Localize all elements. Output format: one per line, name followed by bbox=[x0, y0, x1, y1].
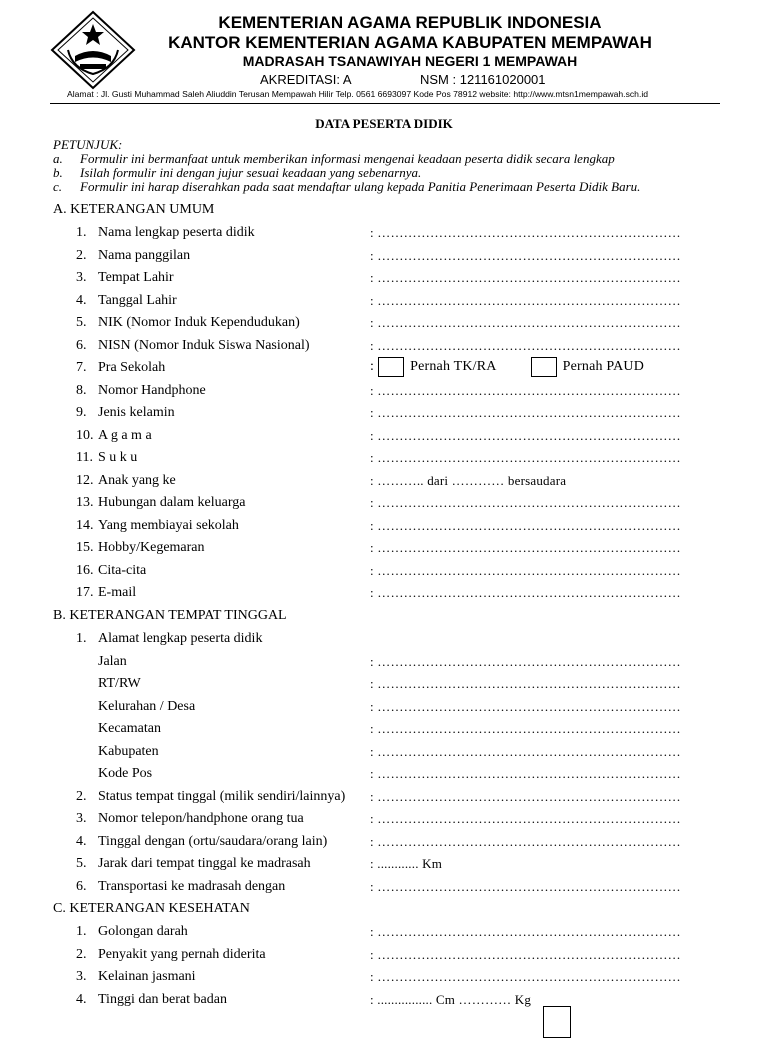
instruction-text: Isilah formulir ini dengan jujur sesuai keadaan yang sebenarnya. bbox=[80, 165, 422, 180]
item-number: 10. bbox=[76, 427, 94, 443]
fill-line[interactable]: : …………………………………………………………… bbox=[370, 337, 681, 353]
field-label: Hubungan dalam keluarga bbox=[98, 495, 246, 510]
fill-line[interactable]: : …………………………………………………………… bbox=[370, 833, 681, 849]
address-row bbox=[0, 654, 768, 676]
address-row bbox=[0, 744, 768, 766]
office-name: KANTOR KEMENTERIAN AGAMA KABUPATEN MEMPAWAH bbox=[168, 33, 652, 52]
field-label: Hobby/Kegemaran bbox=[98, 540, 205, 555]
field-label: Status tempat tinggal (milik sendiri/lainnya) bbox=[98, 788, 346, 804]
form-row bbox=[0, 631, 768, 653]
item-number: 6. bbox=[76, 337, 87, 353]
address-row bbox=[0, 766, 768, 788]
form-row bbox=[0, 225, 768, 247]
item-number: 7. bbox=[76, 360, 87, 375]
fill-line[interactable]: : …………………………………………………………… bbox=[370, 427, 681, 443]
fill-line[interactable]: : …………………………………………………………… bbox=[370, 247, 681, 263]
section-c-title: C. KETERANGAN KESEHATAN bbox=[53, 901, 250, 916]
fill-line[interactable]: : …………………………………………………………… bbox=[370, 946, 681, 962]
form-row bbox=[0, 947, 768, 969]
fill-line[interactable]: : …………………………………………………………… bbox=[370, 517, 681, 533]
option-label: Pernah TK/RA bbox=[410, 359, 497, 375]
item-number: 8. bbox=[76, 382, 87, 398]
colon: : bbox=[370, 359, 375, 375]
ministry-name: KEMENTERIAN AGAMA REPUBLIK INDONESIA bbox=[218, 13, 602, 32]
item-number: 3. bbox=[76, 270, 87, 285]
item-number: 4. bbox=[76, 991, 87, 1007]
field-label: Kecamatan bbox=[98, 721, 161, 736]
form-row bbox=[0, 585, 768, 607]
fill-line[interactable]: : …………………………………………………………… bbox=[370, 811, 681, 826]
form-row bbox=[0, 360, 768, 382]
fill-line[interactable]: : …………………………………………………………… bbox=[370, 698, 681, 714]
fill-line[interactable]: : …………………………………………………………… bbox=[370, 766, 681, 781]
fill-line[interactable]: : …………………………………………………………… bbox=[370, 315, 681, 330]
fill-line[interactable]: : …………………………………………………………… bbox=[370, 562, 681, 578]
field-label: Kelurahan / Desa bbox=[98, 698, 196, 714]
fill-line[interactable]: : …………………………………………………………… bbox=[370, 721, 681, 736]
fill-line[interactable]: : ……….. dari ………… bersaudara bbox=[370, 472, 567, 488]
fill-line[interactable]: : …………………………………………………………… bbox=[370, 382, 681, 398]
fill-line[interactable]: : …………………………………………………………… bbox=[370, 450, 681, 465]
school-address: Alamat : Jl. Gusti Muhammad Saleh Aliuddin Terusan Mempawah Hilir Telp. 0561 6693097 Kode Pos 78912 website: http://www.mtsn1mempawah.sch.id bbox=[67, 89, 649, 99]
instruction-marker: a. bbox=[53, 151, 63, 166]
field-label: Tinggi dan berat badan bbox=[98, 991, 227, 1007]
field-label: Nomor telepon/handphone orang tua bbox=[98, 811, 304, 826]
form-row bbox=[0, 879, 768, 901]
fill-line[interactable]: : …………………………………………………………… bbox=[370, 969, 681, 984]
fill-line[interactable]: : …………………………………………………………… bbox=[370, 270, 681, 285]
form-row bbox=[0, 315, 768, 337]
fill-line[interactable]: : …………………………………………………………… bbox=[370, 924, 681, 939]
section-a-title: A. KETERANGAN UMUM bbox=[53, 202, 215, 217]
field-label: Alamat lengkap peserta didik bbox=[98, 631, 263, 646]
field-label: E-mail bbox=[98, 585, 137, 600]
field-label: Nama lengkap peserta didik bbox=[98, 225, 255, 240]
item-number: 1. bbox=[76, 631, 87, 646]
field-label: Nama panggilan bbox=[98, 247, 191, 263]
form-row bbox=[0, 924, 768, 946]
fill-line[interactable]: : …………………………………………………………… bbox=[370, 878, 681, 894]
fill-line[interactable]: : …………………………………………………………… bbox=[370, 405, 681, 420]
checkbox-tk-ra[interactable] bbox=[378, 357, 404, 377]
item-number: 13. bbox=[76, 495, 94, 510]
field-label: Kabupaten bbox=[98, 743, 159, 759]
form-row bbox=[0, 248, 768, 270]
form-row bbox=[0, 383, 768, 405]
field-label: Yang membiayai sekolah bbox=[98, 517, 239, 533]
field-label: Tanggal Lahir bbox=[98, 292, 177, 308]
photo-box bbox=[543, 1006, 571, 1038]
form-row bbox=[0, 293, 768, 315]
field-label: Kode Pos bbox=[98, 766, 153, 781]
item-number: 2. bbox=[76, 247, 87, 263]
fill-line[interactable]: : …………………………………………………………… bbox=[370, 292, 681, 308]
fill-line[interactable]: : …………………………………………………………… bbox=[370, 495, 681, 510]
field-label: Jarak dari tempat tinggal ke madrasah bbox=[98, 856, 311, 871]
item-number: 1. bbox=[76, 924, 87, 939]
item-number: 14. bbox=[76, 517, 94, 533]
item-number: 3. bbox=[76, 969, 87, 984]
field-label: Jalan bbox=[98, 653, 127, 669]
form-row bbox=[0, 563, 768, 585]
field-label: A g a m a bbox=[98, 427, 152, 443]
form-row bbox=[0, 789, 768, 811]
field-label: Jenis kelamin bbox=[98, 405, 175, 420]
fill-line[interactable]: : …………………………………………………………… bbox=[370, 788, 681, 804]
fill-line[interactable]: : …………………………………………………………… bbox=[370, 743, 681, 759]
item-number: 9. bbox=[76, 405, 87, 420]
fill-line[interactable]: : …………………………………………………………… bbox=[370, 653, 681, 669]
field-label: Golongan darah bbox=[98, 924, 188, 939]
field-label: Tempat Lahir bbox=[98, 270, 174, 285]
form-row bbox=[0, 540, 768, 562]
item-number: 2. bbox=[76, 788, 87, 804]
fill-line[interactable]: : ................ Cm ………… Kg bbox=[370, 991, 532, 1007]
instructions-heading: PETUNJUK: bbox=[53, 137, 123, 152]
pra-sekolah-options bbox=[370, 357, 644, 377]
instruction-text: Formulir ini bermanfaat untuk memberikan informasi mengenai keadaan peserta didik secara lengkap bbox=[80, 151, 615, 166]
kemenag-emblem-icon bbox=[50, 10, 136, 90]
form-row bbox=[0, 969, 768, 991]
field-label: Anak yang ke bbox=[98, 472, 176, 488]
fill-line[interactable]: : …………………………………………………………… bbox=[370, 676, 681, 691]
form-row bbox=[0, 856, 768, 878]
fill-line[interactable]: : ............ Km bbox=[370, 856, 443, 871]
field-label: NISN (Nomor Induk Siswa Nasional) bbox=[98, 337, 310, 353]
field-label: Nomor Handphone bbox=[98, 382, 206, 398]
item-number: 12. bbox=[76, 472, 94, 488]
item-number: 11. bbox=[76, 450, 93, 465]
school-name: MADRASAH TSANAWIYAH NEGERI 1 MEMPAWAH bbox=[242, 53, 578, 69]
item-number: 5. bbox=[76, 315, 87, 330]
item-number: 16. bbox=[76, 562, 94, 578]
address-row bbox=[0, 676, 768, 698]
field-label: NIK (Nomor Induk Kependudukan) bbox=[98, 315, 300, 330]
item-number: 5. bbox=[76, 856, 87, 871]
instruction-marker: b. bbox=[53, 165, 63, 180]
header-divider bbox=[50, 103, 720, 104]
fill-line[interactable]: : …………………………………………………………… bbox=[370, 225, 681, 240]
item-number: 2. bbox=[76, 946, 87, 962]
address-row bbox=[0, 699, 768, 721]
instruction-text: Formulir ini harap diserahkan pada saat mendaftar ulang kepada Panitia Penerimaan Peserta Didik Baru. bbox=[80, 179, 641, 194]
field-label: Transportasi ke madrasah dengan bbox=[98, 878, 286, 894]
field-label: Pra Sekolah bbox=[98, 360, 166, 375]
fill-line[interactable]: : …………………………………………………………… bbox=[370, 540, 681, 555]
item-number: 15. bbox=[76, 540, 94, 555]
field-label: Cita-cita bbox=[98, 562, 147, 578]
form-row bbox=[0, 270, 768, 292]
form-row bbox=[0, 450, 768, 472]
item-number: 4. bbox=[76, 292, 87, 308]
item-number: 1. bbox=[76, 225, 87, 240]
form-row bbox=[0, 405, 768, 427]
field-label: RT/RW bbox=[98, 676, 141, 691]
form-row bbox=[0, 495, 768, 517]
fill-line[interactable]: : …………………………………………………………… bbox=[370, 585, 681, 600]
item-number: 6. bbox=[76, 878, 87, 894]
instruction-marker: c. bbox=[53, 179, 63, 194]
address-row bbox=[0, 721, 768, 743]
form-row bbox=[0, 834, 768, 856]
item-number: 4. bbox=[76, 833, 87, 849]
item-number: 3. bbox=[76, 811, 87, 826]
form-row bbox=[0, 518, 768, 540]
form-row bbox=[0, 473, 768, 495]
field-label: Penyakit yang pernah diderita bbox=[98, 946, 266, 962]
form-row bbox=[0, 811, 768, 833]
item-number: 17. bbox=[76, 585, 94, 600]
form-title: DATA PESERTA DIDIK bbox=[315, 116, 453, 131]
checkbox-paud[interactable] bbox=[531, 357, 557, 377]
nsm-number: NSM : 121161020001 bbox=[420, 72, 546, 87]
form-row bbox=[0, 428, 768, 450]
field-label: Tinggal dengan (ortu/saudara/orang lain) bbox=[98, 833, 328, 849]
field-label: S u k u bbox=[98, 450, 138, 465]
field-label: Kelainan jasmani bbox=[98, 969, 196, 984]
option-label: Pernah PAUD bbox=[562, 359, 645, 375]
section-b-title: B. KETERANGAN TEMPAT TINGGAL bbox=[53, 608, 287, 623]
accreditation: AKREDITASI: A bbox=[260, 72, 352, 87]
form-row bbox=[0, 992, 768, 1014]
